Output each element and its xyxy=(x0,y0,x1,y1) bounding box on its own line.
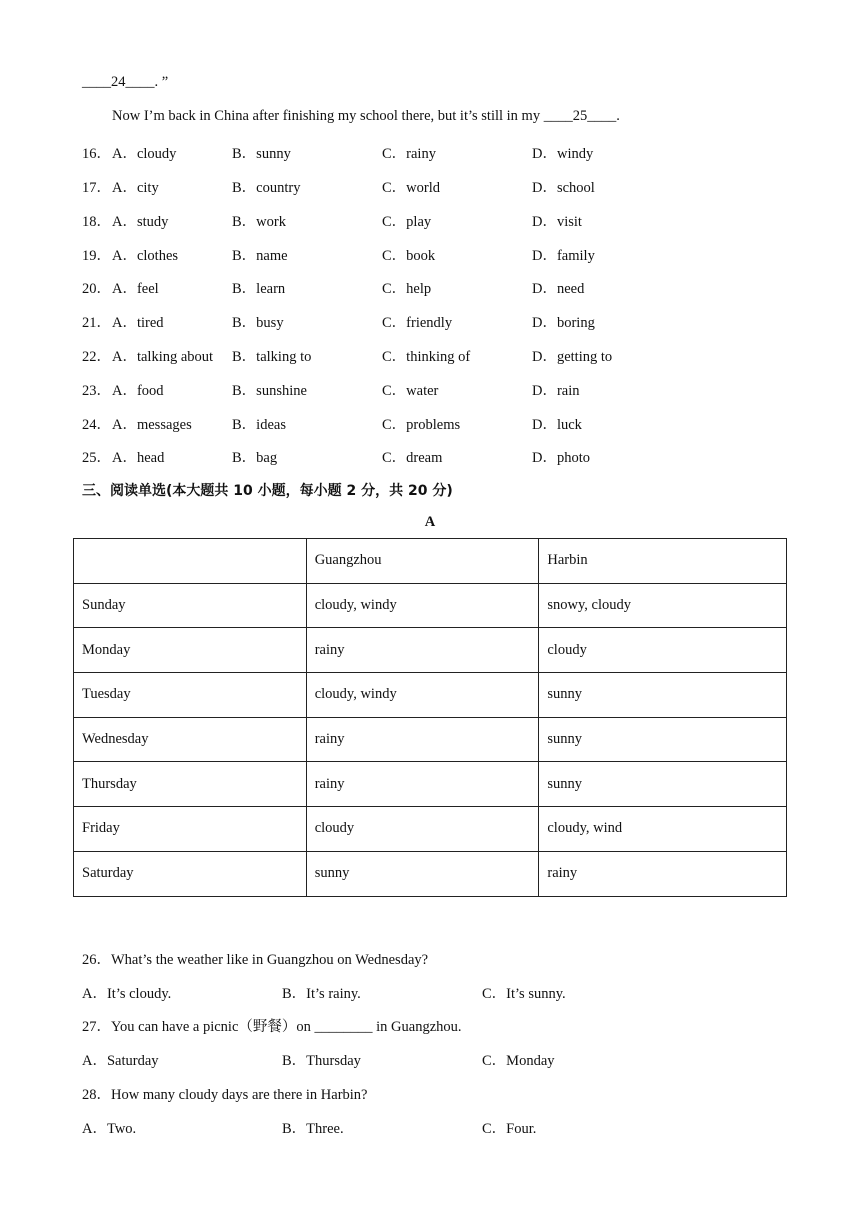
question-number: 25． xyxy=(82,450,111,466)
option-b[interactable]: B．sunny xyxy=(232,146,291,162)
option-c[interactable]: C．dream xyxy=(382,450,443,466)
option-a[interactable]: A．Saturday xyxy=(82,1053,159,1069)
table-row xyxy=(74,851,787,896)
option-a[interactable]: A．tired xyxy=(112,315,164,331)
question-number: 17． xyxy=(82,180,111,196)
option-c[interactable]: C．help xyxy=(382,281,432,297)
option-b[interactable]: B．It’s rainy. xyxy=(282,986,361,1002)
question-number: 16． xyxy=(82,146,111,162)
option-d[interactable]: D．getting to xyxy=(532,349,613,365)
option-b[interactable]: B．Three. xyxy=(282,1121,344,1137)
table-header-row xyxy=(74,539,787,584)
table-cell-day: Monday xyxy=(74,628,307,673)
option-b[interactable]: B．talking to xyxy=(232,349,312,365)
table-cell-guangzhou: rainy xyxy=(306,717,539,762)
question-row xyxy=(82,311,782,331)
table-cell-day: Sunday xyxy=(74,583,307,628)
option-c[interactable]: C．play xyxy=(382,214,432,230)
table-cell-harbin: snowy, cloudy xyxy=(539,583,787,628)
question-row xyxy=(82,413,782,433)
table-header-cell: Guangzhou xyxy=(306,539,539,584)
blank-25: ____25____ xyxy=(543,108,617,124)
table-row xyxy=(74,717,787,762)
question-number: 24． xyxy=(82,417,111,433)
option-d[interactable]: D．need xyxy=(532,281,585,297)
option-d[interactable]: D．photo xyxy=(532,450,590,466)
option-a[interactable]: A．city xyxy=(112,180,159,196)
question-stem: 27．You can have a picnic（野餐）on ________ in Guangzhou. xyxy=(82,1019,462,1035)
option-c[interactable]: C．book xyxy=(382,248,436,264)
table-cell-harbin: sunny xyxy=(539,762,787,807)
option-b[interactable]: B．Thursday xyxy=(282,1053,361,1069)
table-cell-harbin: cloudy xyxy=(539,628,787,673)
question-row xyxy=(82,142,782,162)
question-row xyxy=(82,244,782,264)
option-d[interactable]: D．boring xyxy=(532,315,595,331)
passage-line-2-text: Now I’m back in China after finishing my school there, but it’s still in my xyxy=(112,108,544,124)
table-cell-harbin: sunny xyxy=(539,717,787,762)
table-cell-harbin: cloudy, wind xyxy=(539,807,787,852)
section-title: 三、阅读单选(本大题共 10 小题，每小题 2 分，共 20 分) xyxy=(82,483,453,499)
option-d[interactable]: D．visit xyxy=(532,214,582,230)
table-row xyxy=(74,583,787,628)
option-d[interactable]: D．luck xyxy=(532,417,582,433)
question-row xyxy=(82,379,782,399)
question-number: 23． xyxy=(82,383,111,399)
table-cell-day: Saturday xyxy=(74,851,307,896)
option-c[interactable]: C．water xyxy=(382,383,439,399)
question-row xyxy=(82,345,782,365)
table-header-cell xyxy=(74,539,307,584)
option-a[interactable]: A．feel xyxy=(112,281,159,297)
option-a[interactable]: A．talking about xyxy=(112,349,214,365)
table-cell-day: Friday xyxy=(74,807,307,852)
table-cell-day: Wednesday xyxy=(74,717,307,762)
question-number: 20． xyxy=(82,281,111,297)
option-b[interactable]: B．name xyxy=(232,248,288,264)
table-cell-guangzhou: cloudy, windy xyxy=(306,673,539,718)
option-c[interactable]: C．world xyxy=(382,180,440,196)
passage-line-1 xyxy=(82,74,168,91)
option-a[interactable]: A．Two. xyxy=(82,1121,137,1137)
question-number: 22． xyxy=(82,349,111,365)
question-row xyxy=(82,210,782,230)
table-header-cell: Harbin xyxy=(539,539,787,584)
table-cell-guangzhou: sunny xyxy=(306,851,539,896)
option-a[interactable]: A．clothes xyxy=(112,248,179,264)
option-c[interactable]: C．Monday xyxy=(482,1053,555,1069)
table-cell-day: Tuesday xyxy=(74,673,307,718)
table-cell-harbin: sunny xyxy=(539,673,787,718)
option-b[interactable]: B．learn xyxy=(232,281,286,297)
blank-24: ____24____ xyxy=(82,74,155,90)
option-b[interactable]: B．busy xyxy=(232,315,284,331)
option-c[interactable]: C．Four. xyxy=(482,1121,537,1137)
option-b[interactable]: B．bag xyxy=(232,450,278,466)
table-cell-guangzhou: cloudy xyxy=(306,807,539,852)
option-d[interactable]: D．rain xyxy=(532,383,580,399)
question-stem: 28．How many cloudy days are there in Harbin? xyxy=(82,1087,368,1103)
option-a[interactable]: A．messages xyxy=(112,417,192,433)
option-d[interactable]: D．school xyxy=(532,180,595,196)
option-a[interactable]: A．It’s cloudy. xyxy=(82,986,172,1002)
question-row xyxy=(82,176,782,196)
option-b[interactable]: B．country xyxy=(232,180,301,196)
option-c[interactable]: C．rainy xyxy=(382,146,436,162)
question-number: 19． xyxy=(82,248,111,264)
table-row xyxy=(74,673,787,718)
question-stem: 26．What’s the weather like in Guangzhou on Wednesday? xyxy=(82,952,429,968)
question-row xyxy=(82,277,782,297)
option-a[interactable]: A．head xyxy=(112,450,165,466)
table-cell-guangzhou: rainy xyxy=(306,628,539,673)
question-row xyxy=(82,446,782,466)
question-number: 21． xyxy=(82,315,111,331)
option-d[interactable]: D．family xyxy=(532,248,595,264)
table-cell-guangzhou: rainy xyxy=(306,762,539,807)
table-cell-guangzhou: cloudy, windy xyxy=(306,583,539,628)
option-c[interactable]: C．thinking of xyxy=(382,349,471,365)
table-cell-day: Thursday xyxy=(74,762,307,807)
table-row xyxy=(74,807,787,852)
option-a[interactable]: A．study xyxy=(112,214,169,230)
option-c[interactable]: C．problems xyxy=(382,417,461,433)
table-cell-harbin: rainy xyxy=(539,851,787,896)
option-b[interactable]: B．ideas xyxy=(232,417,286,433)
weather-table xyxy=(73,538,787,897)
option-b[interactable]: B．sunshine xyxy=(232,383,307,399)
passage-line-2 xyxy=(112,108,620,125)
table-row xyxy=(74,628,787,673)
question-number: 18． xyxy=(82,214,111,230)
option-b[interactable]: B．work xyxy=(232,214,286,230)
passage-label: A xyxy=(424,514,436,530)
table-row xyxy=(74,762,787,807)
passage-line-1-tail: . ” xyxy=(154,74,169,90)
option-a[interactable]: A．food xyxy=(112,383,164,399)
option-a[interactable]: A．cloudy xyxy=(112,146,177,162)
option-c[interactable]: C．friendly xyxy=(382,315,453,331)
passage-line-2-tail: . xyxy=(616,108,620,124)
option-c[interactable]: C．It’s sunny. xyxy=(482,986,566,1002)
option-d[interactable]: D．windy xyxy=(532,146,594,162)
